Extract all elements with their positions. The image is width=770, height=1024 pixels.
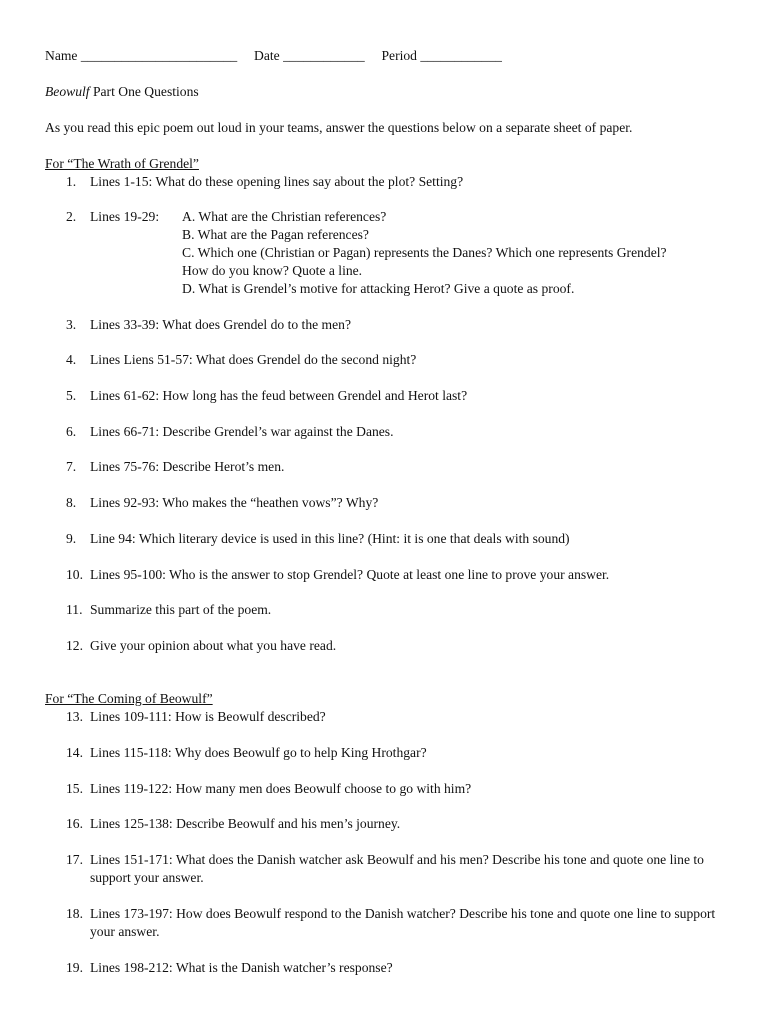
question-item [66, 637, 726, 655]
subquestion-c-cont: How do you know? Quote a line. [182, 263, 363, 278]
instructions: As you read this epic poem out loud in your teams, answer the questions below on a separate sheet of paper. [45, 120, 633, 135]
question-number: 11. [66, 602, 83, 617]
question-item [66, 959, 726, 977]
title-italic: Beowulf [45, 84, 90, 99]
section-heading-wrath: For “The Wrath of Grendel” [45, 156, 199, 171]
question-number: 1. [66, 174, 77, 189]
question-text: Lines 151-171: What does the Danish watcher ask Beowulf and his men? Describe his tone and quote one line to support your answer. [90, 852, 704, 885]
question-item [66, 351, 726, 369]
question-number: 6. [66, 424, 77, 439]
page-title [45, 83, 199, 101]
question-item [66, 494, 726, 512]
question-text: Lines 119-122: How many men does Beowulf choose to go with him? [90, 781, 472, 796]
question-item [66, 601, 726, 619]
question-number: 4. [66, 352, 77, 367]
question-text: Lines 66-71: Describe Grendel’s war against the Danes. [90, 424, 394, 439]
question-item [66, 744, 726, 762]
name-label: Name [45, 48, 78, 63]
question-text: Give your opinion about what you have read. [90, 638, 337, 653]
question-item [66, 387, 726, 405]
question-item [66, 851, 726, 887]
question-item [66, 458, 726, 476]
question-item [66, 173, 726, 191]
question-text: Lines 115-118: Why does Beowulf go to help King Hrothgar? [90, 745, 427, 760]
question-text: Lines 75-76: Describe Herot’s men. [90, 459, 285, 474]
question-number: 19. [66, 960, 83, 975]
question-number: 5. [66, 388, 77, 403]
date-blank[interactable]: ____________ [283, 48, 365, 63]
question-number: 16. [66, 816, 83, 831]
section-heading-coming: For “The Coming of Beowulf” [45, 691, 213, 706]
question-number: 2. [66, 209, 77, 224]
question-item [66, 316, 726, 334]
question-number: 17. [66, 852, 83, 867]
question-number: 9. [66, 531, 77, 546]
subquestion-b: B. What are the Pagan references? [182, 227, 369, 242]
period-blank[interactable]: ____________ [420, 48, 502, 63]
question-text: Lines 125-138: Describe Beowulf and his men’s journey. [90, 816, 401, 831]
question-text: Lines 33-39: What does Grendel do to the men? [90, 317, 351, 332]
question-number: 15. [66, 781, 83, 796]
question-number: 18. [66, 906, 83, 921]
header-line [45, 47, 502, 65]
question-text: Lines 95-100: Who is the answer to stop Grendel? Quote at least one line to prove your answer. [90, 567, 610, 582]
question-number: 14. [66, 745, 83, 760]
subquestion-d: D. What is Grendel’s motive for attacking Herot? Give a quote as proof. [182, 281, 575, 296]
name-blank[interactable]: _______________________ [80, 48, 238, 63]
question-item [66, 815, 726, 833]
question-number: 3. [66, 317, 77, 332]
question-text: Lines 61-62: How long has the feud between Grendel and Herot last? [90, 388, 468, 403]
question-text: Lines 1-15: What do these opening lines say about the plot? Setting? [90, 174, 464, 189]
question-item [66, 530, 726, 548]
question-number: 12. [66, 638, 83, 653]
question-text: Lines 198-212: What is the Danish watcher’s response? [90, 960, 393, 975]
title-rest: Part One Questions [89, 84, 199, 99]
question-text: Line 94: Which literary device is used in this line? (Hint: it is one that deals with sound) [90, 531, 570, 546]
question-item [66, 423, 726, 441]
question-number: 10. [66, 567, 83, 582]
period-label: Period [381, 48, 417, 63]
question-text: Summarize this part of the poem. [90, 602, 272, 617]
subquestion-c: C. Which one (Christian or Pagan) represents the Danes? Which one represents Grendel? [182, 245, 667, 260]
question-item [66, 708, 726, 726]
question-text: Lines 92-93: Who makes the “heathen vows”? Why? [90, 495, 379, 510]
question-text: Lines Liens 51-57: What does Grendel do the second night? [90, 352, 417, 367]
question-number: 8. [66, 495, 77, 510]
question-item [66, 905, 726, 941]
question-number: 7. [66, 459, 77, 474]
question-item [66, 566, 726, 584]
subquestion-a: A. What are the Christian references? [182, 209, 387, 224]
question-number: 13. [66, 709, 83, 724]
question-lead: Lines 19-29: [90, 209, 160, 224]
date-label: Date [254, 48, 280, 63]
question-text: Lines 109-111: How is Beowulf described? [90, 709, 326, 724]
question-text: Lines 173-197: How does Beowulf respond to the Danish watcher? Describe his tone and quote one line to support your answer. [90, 906, 716, 939]
question-item [66, 780, 726, 798]
